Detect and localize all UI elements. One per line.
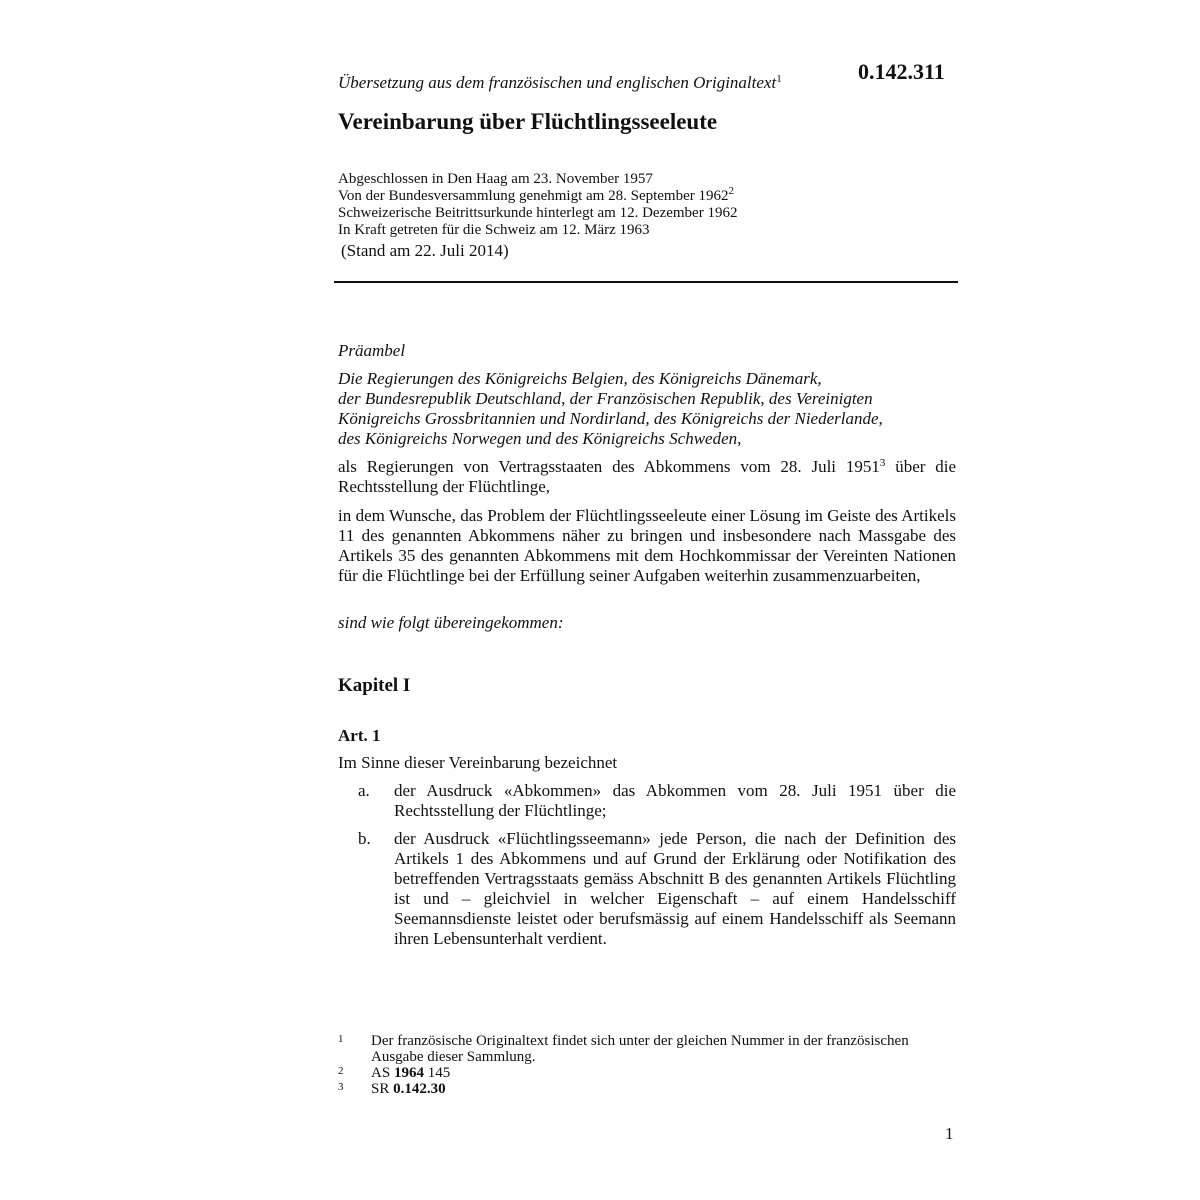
footnote-suffix: 145 xyxy=(423,1065,451,1081)
chapter-title: Kapitel I xyxy=(338,675,411,696)
preamble-p1-rest: über die Rechtsstellung der Flüchtlinge, xyxy=(338,457,957,496)
preamble-p1-text: als Regierungen von Vertragsstaaten des Abkommens vom 28. Juli 1951 xyxy=(338,457,880,476)
status-date: (Stand am 22. Juli 2014) xyxy=(341,241,509,260)
footnote-ref-3[interactable]: 3 xyxy=(879,457,886,469)
footnote-1 xyxy=(338,1033,956,1065)
footnote-prefix: AS xyxy=(371,1065,394,1081)
definition-item-b xyxy=(338,829,956,949)
footnote-bold: 0.142.30 xyxy=(393,1081,446,1097)
preamble-agreement: sind wie folgt übereingekommen: xyxy=(338,613,564,632)
preamble-paragraph-1 xyxy=(338,457,956,497)
preamble-heading: Präambel xyxy=(338,341,406,360)
footnote-text xyxy=(371,1065,956,1081)
concluded-line: Abgeschlossen in Den Haag am 23. November 1957 xyxy=(338,171,653,187)
definition-item-a xyxy=(338,781,956,821)
parties-line: des Königreichs Norwegen und des Königreichs Schweden, xyxy=(338,429,742,448)
footnote-number: 1 xyxy=(338,1033,344,1045)
article-title: Art. 1 xyxy=(338,726,381,745)
item-label: a. xyxy=(358,781,370,800)
footnote-ref-1[interactable]: 1 xyxy=(776,73,782,85)
item-text: der Ausdruck «Flüchtlingsseemann» jede Person, die nach der Definition des Artikels 1 des Abkommens und auf Grund der Erklärung oder Notifikation des betreffenden Vertragsstaats gemäss Abschnitt B des genannten Artikels Flüchtling ist und – gleichviel in welcher Eigenschaft – auf einem Handelsschiff Seemannsdienste leistet oder berufsmässig auf einem Handelsschiff als Seemann ihren Lebensunterhalt verdient. xyxy=(394,829,956,948)
preamble-parties xyxy=(338,369,956,449)
article-intro: Im Sinne dieser Vereinbarung bezeichnet xyxy=(338,753,618,772)
sr-number: 0.142.311 xyxy=(858,59,945,84)
header-divider xyxy=(334,281,958,283)
footnote-prefix: SR xyxy=(371,1081,394,1097)
translation-note-text: Übersetzung aus dem französischen und englischen Originaltext xyxy=(338,73,777,92)
footnote-ref-2[interactable]: 2 xyxy=(728,185,734,197)
footnote-text xyxy=(371,1081,956,1097)
approved-line xyxy=(338,185,737,205)
approved-text: Von der Bundesversammlung genehmigt am 28. September 1962 xyxy=(338,188,729,204)
in-force-line: In Kraft getreten für die Schweiz am 12. März 1963 xyxy=(338,222,650,238)
item-text: der Ausdruck «Abkommen» das Abkommen vom 28. Juli 1951 über die Rechtsstellung der Flüchtlinge; xyxy=(394,781,956,820)
preamble-paragraph-2: in dem Wunsche, das Problem der Flüchtlingsseeleute einer Lösung im Geiste des Artikels 11 des genannten Abkommens näher zu bringen und insbesondere nach Massgabe des Artikels 35 des genannten Abkommens mit dem Hochkommissar der Vereinten Nationen für die Flüchtlinge bei der Erfüllung seiner Aufgaben weiterhin zusammenzuarbeiten, xyxy=(338,506,956,585)
parties-line: Königreichs Grossbritannien und Nordirland, des Königreichs der Niederlande, xyxy=(338,409,883,428)
parties-line: Die Regierungen des Königreichs Belgien, des Königreichs Dänemark, xyxy=(338,369,822,388)
footnote-2 xyxy=(338,1065,956,1081)
footnote-text: Der französische Originaltext findet sich unter der gleichen Nummer in der französischen Ausgabe dieser Sammlung. xyxy=(371,1033,909,1065)
footnote-bold: 1964 xyxy=(393,1065,424,1081)
footnote-3 xyxy=(338,1081,956,1097)
document-title: Vereinbarung über Flüchtlingsseeleute xyxy=(338,109,718,134)
document-metadata xyxy=(338,171,737,239)
footnote-number: 3 xyxy=(338,1081,344,1093)
item-label: b. xyxy=(358,829,371,848)
footnote-number: 2 xyxy=(338,1065,344,1077)
deposited-line: Schweizerische Beitrittsurkunde hinterlegt am 12. Dezember 1962 xyxy=(338,205,738,221)
parties-line: der Bundesrepublik Deutschland, der Französischen Republik, des Vereinigten xyxy=(338,389,873,408)
translation-note xyxy=(338,73,782,93)
page-number: 1 xyxy=(945,1124,954,1143)
